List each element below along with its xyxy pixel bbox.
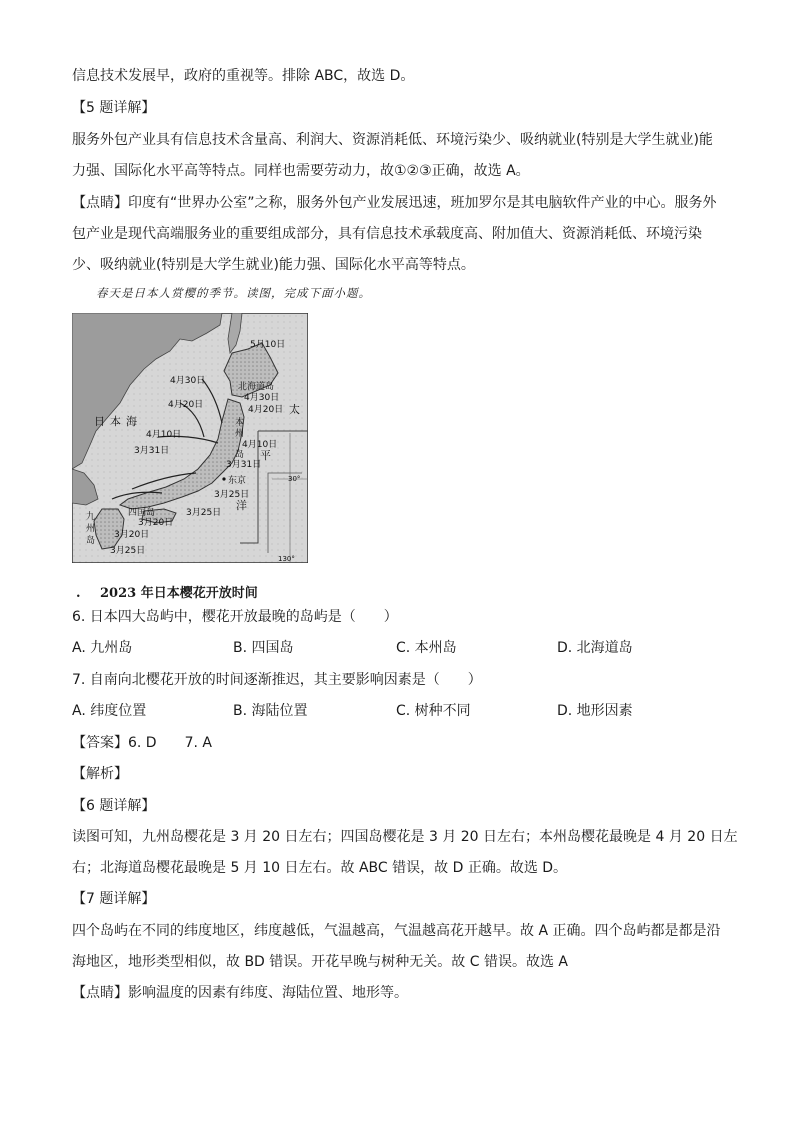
detail-6-line-1: 读图可知，九州岛樱花是 3 月 20 日左右；四国岛樱花是 3 月 20 日左右；本州岛樱花最晚是 4 月 20 日左	[72, 829, 738, 845]
question-7: 7. 自南向北樱花开放的时间逐渐推迟，其主要影响因素是（ ）	[72, 672, 482, 688]
date-label-apr20-b: 4月20日	[248, 405, 284, 415]
caption-text: 2023 年日本樱花开放时间	[100, 586, 258, 601]
q6-option-c: C. 本州岛	[396, 640, 457, 656]
q7-option-a: A. 纬度位置	[72, 703, 147, 719]
question-6: 6. 日本四大岛屿中，樱花开放最晚的岛屿是（ ）	[72, 609, 398, 625]
question-intro: 春天是日本人赏樱的季节。读图，完成下面小题。	[96, 286, 371, 300]
latitude-label: 30°	[288, 475, 301, 483]
text-line-4: 力强、国际化水平高等特点。同样也需要劳动力，故①②③正确，故选 A。	[72, 163, 530, 179]
kyushu-label-3: 岛	[86, 536, 96, 546]
section-heading-5: 【5 题详解】	[72, 100, 156, 116]
japan-cherry-map	[72, 313, 308, 563]
honshu-label-2: 州	[235, 429, 245, 439]
tip-paragraph-line-3: 少、吸纳就业(特别是大学生就业)能力强、国际化水平高等特点。	[72, 257, 475, 273]
kyushu-label-2: 州	[86, 524, 96, 534]
tokyo-marker	[222, 477, 225, 480]
date-label-mar25-a: 3月25日	[214, 490, 250, 500]
q7-option-c: C. 树种不同	[396, 703, 471, 719]
date-label-mar25-b: 3月25日	[186, 508, 222, 518]
q7-option-d: D. 地形因素	[557, 703, 633, 719]
longitude-label: 130°	[278, 555, 295, 563]
tip-paragraph-line-2: 包产业是现代高端服务业的重要组成部分，具有信息技术承载度高、附加值大、资源消耗低、环境污染	[72, 226, 702, 242]
shikoku-label: 四国岛	[128, 508, 156, 518]
tip-paragraph-line-1: 【点睛】印度有“世界办公室”之称，服务外包产业发展迅速，班加罗尔是其电脑软件产业的中心。服务外	[72, 195, 717, 211]
pacific-label-3: 洋	[236, 499, 247, 512]
pacific-label-1: 太	[289, 403, 300, 416]
answer-line: 【答案】6. D 7. A	[72, 735, 212, 751]
date-label-apr10-a: 4月10日	[146, 430, 182, 440]
detail-7-line-2: 海地区，地形类型相似，故 BD 错误。开花早晚与树种无关。故 C 错误。故选 A	[72, 954, 568, 970]
text-line-1: 信息技术发展早，政府的重视等。排除 ABC，故选 D。	[72, 68, 415, 84]
date-label-mar20-b: 3月20日	[114, 530, 150, 540]
honshu-label-3: 岛	[235, 450, 245, 460]
caption-prefix: .	[76, 586, 81, 601]
q6-option-b: B. 四国岛	[233, 640, 294, 656]
detail-6-line-2: 右；北海道岛樱花最晚是 5 月 10 日左右。故 ABC 错误，故 D 正确。故选 D。	[72, 860, 568, 876]
map-caption	[76, 582, 336, 601]
honshu-label-1: 本	[235, 418, 245, 428]
q6-option-a: A. 九州岛	[72, 640, 133, 656]
tip-line: 【点睛】影响温度的因素有纬度、海陆位置、地形等。	[72, 985, 408, 1001]
date-label-apr10-b: 4月10日	[242, 440, 278, 450]
kyushu-label-1: 九	[86, 512, 96, 522]
pacific-label-2: 平	[260, 449, 271, 462]
date-label-apr20-a: 4月20日	[168, 400, 204, 410]
hokkaido-label: 北海道岛	[238, 382, 275, 392]
section-heading-6: 【6 题详解】	[72, 798, 156, 814]
q6-option-d: D. 北海道岛	[557, 640, 633, 656]
date-label-apr30-b: 4月30日	[244, 393, 280, 403]
sea-of-japan-label: 日本海	[94, 415, 142, 428]
tokyo-label: 东京	[228, 476, 247, 486]
date-label-mar31-b: 3月31日	[226, 460, 262, 470]
date-label-mar31-a: 3月31日	[134, 446, 170, 456]
date-label-mar20-a: 3月20日	[138, 518, 174, 528]
date-label-mar25-c: 3月25日	[110, 546, 146, 556]
section-heading-7: 【7 题详解】	[72, 891, 156, 907]
date-label-may10: 5月10日	[250, 340, 286, 350]
analysis-heading: 【解析】	[72, 766, 128, 782]
detail-7-line-1: 四个岛屿在不同的纬度地区，纬度越低，气温越高，气温越高花开越早。故 A 正确。四个岛屿都是都是沿	[72, 923, 721, 939]
text-line-3: 服务外包产业具有信息技术含量高、利润大、资源消耗低、环境污染少、吸纳就业(特别是大学生就业)能	[72, 132, 713, 148]
date-label-apr30-a: 4月30日	[170, 376, 206, 386]
q7-option-b: B. 海陆位置	[233, 703, 308, 719]
